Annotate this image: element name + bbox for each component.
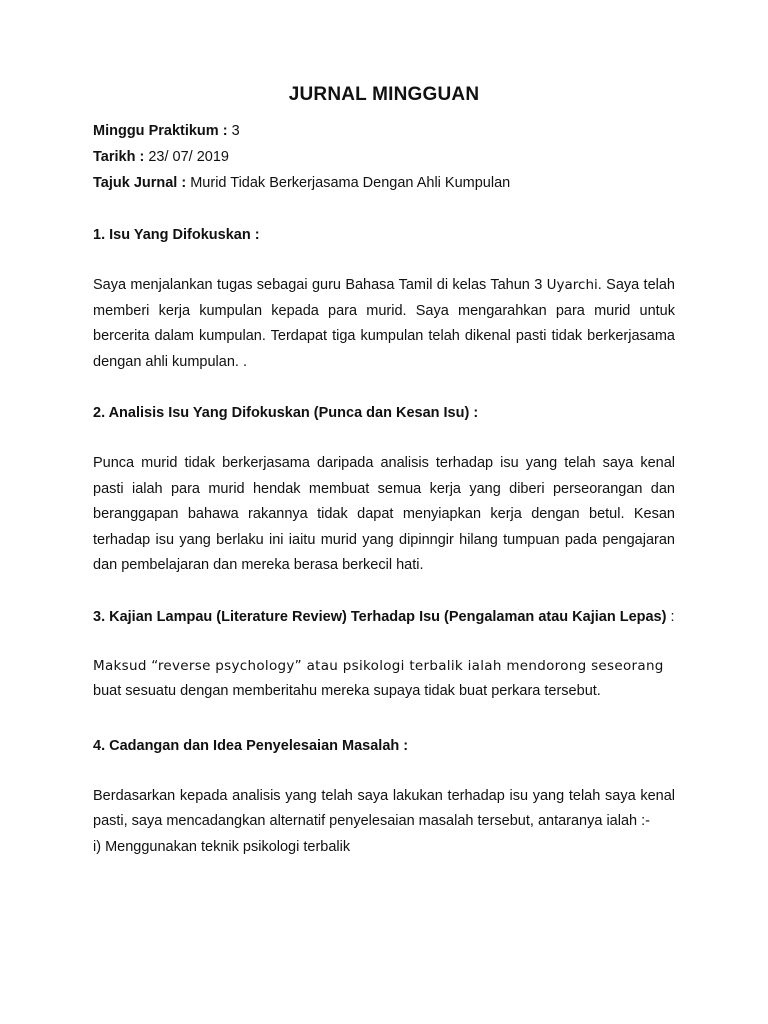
section-1-paragraph xyxy=(93,273,675,375)
section-3-paragraph-line-2: buat sesuatu dengan memberitahu mereka supaya tidak buat perkara tersebut. xyxy=(93,683,601,699)
section-1-text-a: Saya menjalankan tugas sebagai guru Bahasa Tamil di kelas Tahun 3 xyxy=(93,277,547,293)
section-1-heading: 1. Isu Yang Difokuskan : xyxy=(93,227,260,243)
section-4-heading: 4. Cadangan dan Idea Penyelesaian Masalah : xyxy=(93,737,409,754)
document-title: JURNAL MINGGUAN xyxy=(288,84,480,105)
section-4-paragraph: Berdasarkan kepada analisis yang telah saya lakukan terhadap isu yang telah saya kenal pasti, saya mencadangkan alternatif penyelesaian masalah tersebut, antaranya ialah :- xyxy=(93,787,675,829)
tarikh-label: Tarikh : xyxy=(93,149,145,165)
tarikh-value: 23/ 07/ 2019 xyxy=(144,149,229,165)
section-1-text-b: . Saya telah memberi kerja kumpulan kepada para murid. Saya mengarahkan para murid untuk bercerita dalam kumpulan. Terdapat tiga kumpulan telah dikenal pasti tidak berkerjasama dengan ahli kumpulan. . xyxy=(93,277,675,370)
meta-tajuk xyxy=(93,170,675,196)
tajuk-value: Murid Tidak Berkerjasama Dengan Ahli Kumpulan xyxy=(186,175,511,191)
section-3-heading-text: 3. Kajian Lampau (Literature Review) Terhadap Isu (Pengalaman atau Kajian Lepas) xyxy=(93,608,667,625)
meta-tarikh xyxy=(93,144,675,170)
section-3-paragraph-line-1: Maksud “reverse psychology” atau psikologi terbalik ialah mendorong seseorang xyxy=(93,657,664,674)
minggu-value: 3 xyxy=(227,123,240,139)
section-2-paragraph: Punca murid tidak berkerjasama daripada analisis terhadap isu yang telah saya kenal pasti ialah para murid hendak membuat semua kerja yang diberi perseorangan dan beranggapan bahawa rakannya tidak dapat menyiapkan kerja dengan betul. Kesan terhadap isu yang berlaku ini iaitu murid yang dipinngir hilang tumpuan pada pengajaran dan pembelajaran dan mereka berasa berkecil hati. xyxy=(93,455,675,573)
section-3-heading xyxy=(93,604,675,630)
tajuk-label: Tajuk Jurnal : xyxy=(93,175,187,191)
minggu-label: Minggu Praktikum : xyxy=(93,123,228,139)
section-3-heading-suffix: : xyxy=(666,608,675,625)
section-2-heading: 2. Analisis Isu Yang Difokuskan (Punca dan Kesan Isu) : xyxy=(93,405,479,421)
section-4-list-item-1: i) Menggunakan teknik psikologi terbalik xyxy=(93,838,351,855)
section-1-class-name: Uyarchi xyxy=(546,277,598,293)
journal-document xyxy=(93,84,675,860)
meta-minggu xyxy=(93,118,675,144)
